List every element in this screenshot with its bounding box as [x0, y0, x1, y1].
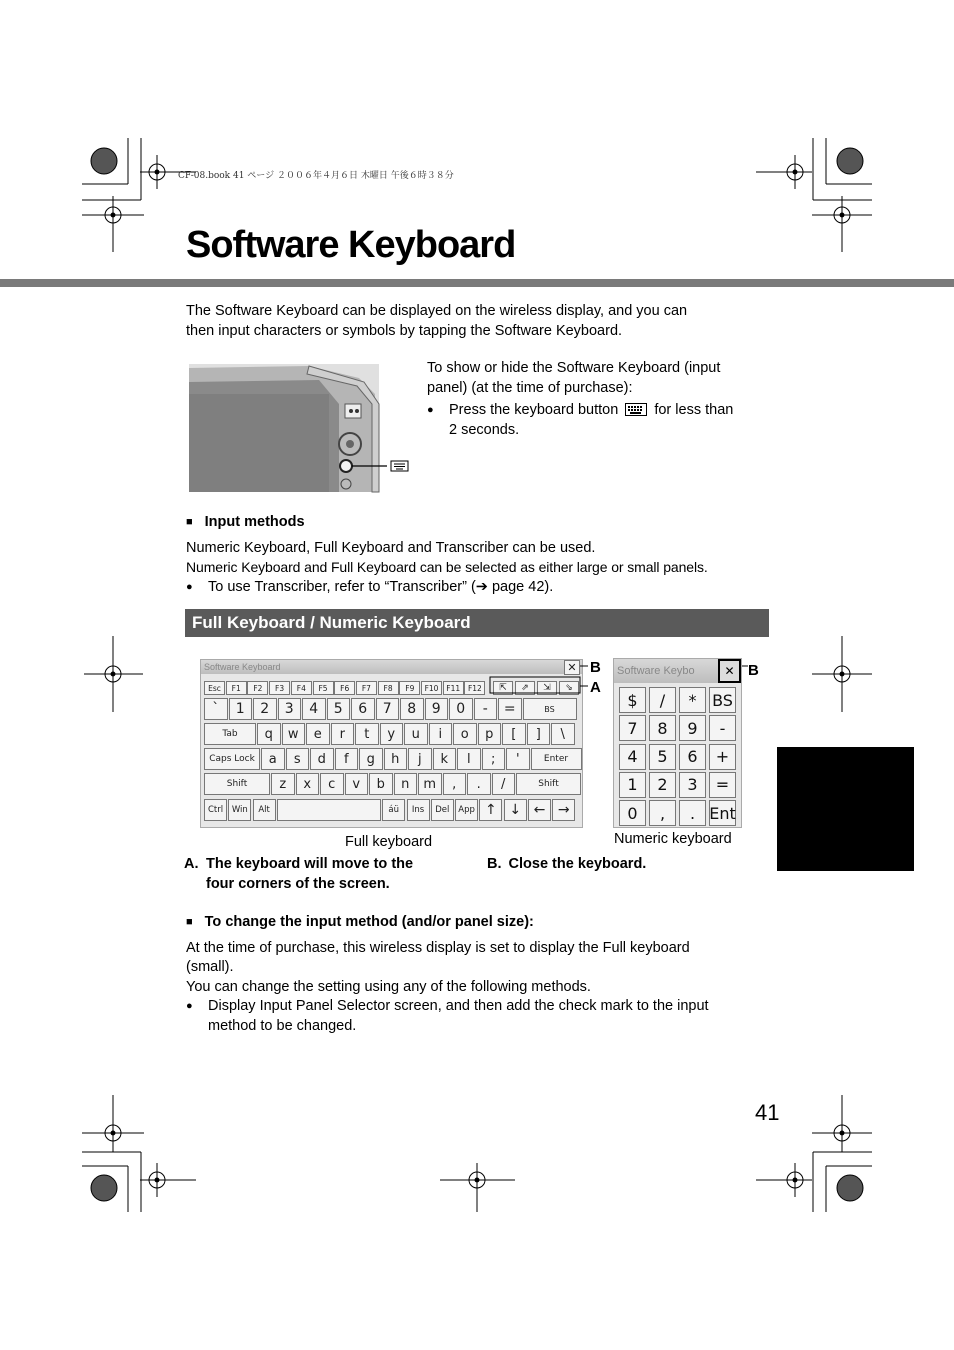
show-hide-bullet: ● Press the keyboard button for less than 2 seconds.: [427, 401, 777, 440]
key[interactable]: Ins: [407, 799, 430, 821]
change-method-heading: ■ To change the input method (and/or panel size):: [186, 913, 786, 934]
full-keyboard-caption: Full keyboard: [345, 834, 433, 850]
key[interactable]: b: [369, 773, 393, 795]
key[interactable]: Caps Lock: [204, 748, 260, 770]
key[interactable]: F2: [247, 681, 268, 695]
key[interactable]: 2: [253, 698, 277, 720]
key[interactable]: y: [380, 723, 404, 745]
key[interactable]: Tab: [204, 723, 256, 745]
key[interactable]: Ctrl: [204, 799, 227, 821]
key[interactable]: Esc: [204, 681, 225, 695]
key[interactable]: m: [418, 773, 442, 795]
key[interactable]: n: [394, 773, 418, 795]
key[interactable]: 8: [400, 698, 424, 720]
key[interactable]: o: [453, 723, 477, 745]
numeric-keyboard-close-button[interactable]: ✕: [718, 659, 741, 683]
key[interactable]: Shift: [204, 773, 270, 795]
numeric-key[interactable]: -: [709, 715, 736, 741]
key[interactable]: 6: [351, 698, 375, 720]
key[interactable]: d: [310, 748, 334, 770]
key[interactable]: F1: [226, 681, 247, 695]
key[interactable]: u: [404, 723, 428, 745]
change-method: ■ To change the input method (and/or panel size): At the time of purchase, this wireless display is set to display the Full keyboard (small). You can change the setting using any of the following methods. ● Display Input Panel Selector screen, and then add the check mark to the input method to be changed.: [186, 913, 786, 1036]
key[interactable]: 1: [229, 698, 253, 720]
numeric-keyboard-caption: Numeric keyboard: [614, 831, 732, 847]
numeric-key[interactable]: 3: [679, 772, 706, 798]
key[interactable]: -: [474, 698, 498, 720]
key[interactable]: e: [306, 723, 330, 745]
label-b-numeric: B: [748, 662, 759, 679]
key[interactable]: q: [257, 723, 281, 745]
numeric-key[interactable]: /: [649, 687, 676, 713]
key[interactable]: F7: [356, 681, 377, 695]
numeric-key[interactable]: +: [709, 744, 736, 770]
key[interactable]: 7: [376, 698, 400, 720]
key[interactable]: [: [502, 723, 526, 745]
key[interactable]: F6: [334, 681, 355, 695]
label-a: A: [590, 679, 601, 696]
key[interactable]: i: [429, 723, 453, 745]
page-title: Software Keyboard: [186, 224, 516, 266]
key[interactable]: Alt: [253, 799, 276, 821]
key[interactable]: ,: [443, 773, 467, 795]
key[interactable]: .: [467, 773, 491, 795]
key[interactable]: Enter: [531, 748, 582, 770]
numeric-key[interactable]: ,: [649, 800, 676, 826]
key[interactable]: `: [204, 698, 228, 720]
device-photo: [189, 364, 415, 494]
key[interactable]: 3: [278, 698, 302, 720]
key[interactable]: ←: [528, 799, 551, 821]
key[interactable]: Win: [228, 799, 251, 821]
numeric-key[interactable]: 0: [619, 800, 646, 826]
key[interactable]: ⇲: [537, 681, 557, 695]
callout-lines: [480, 655, 760, 700]
key[interactable]: k: [433, 748, 457, 770]
key[interactable]: h: [384, 748, 408, 770]
key[interactable]: 0: [449, 698, 473, 720]
numeric-key[interactable]: 8: [649, 715, 676, 741]
print-header: CF-08.book 41 ページ ２００６年４月６日 木曜日 午後６時３８分: [178, 171, 454, 181]
key[interactable]: r: [331, 723, 355, 745]
key[interactable]: a: [261, 748, 285, 770]
key[interactable]: F8: [378, 681, 399, 695]
note-b: B. Close the keyboard.: [487, 856, 647, 872]
section-heading: Full Keyboard / Numeric Keyboard: [185, 609, 769, 637]
intro-text: The Software Keyboard can be displayed on the wireless display, and you can then input characters or symbols by tapping the Software Keyboard.: [186, 303, 688, 339]
key[interactable]: →: [552, 799, 575, 821]
note-a: A. The keyboard will move to the four corners of the screen.: [184, 856, 414, 892]
numeric-key[interactable]: =: [709, 772, 736, 798]
keyboard-icon: [625, 403, 647, 416]
numeric-keyboard-title: Software Keybo: [614, 659, 741, 683]
key[interactable]: 5: [327, 698, 351, 720]
show-hide-text: To show or hide the Software Keyboard (input panel) (at the time of purchase): ● Press the keyboard button for less than 2 seconds.: [427, 359, 777, 440]
key[interactable]: l: [457, 748, 481, 770]
key[interactable]: g: [359, 748, 383, 770]
key[interactable]: s: [286, 748, 310, 770]
numeric-key[interactable]: 2: [649, 772, 676, 798]
key[interactable]: =: [498, 698, 522, 720]
key[interactable]: F4: [291, 681, 312, 695]
numeric-key[interactable]: *: [679, 687, 706, 713]
numeric-key[interactable]: 4: [619, 744, 646, 770]
key[interactable]: ;: [482, 748, 506, 770]
key[interactable]: F11: [443, 681, 464, 695]
numeric-key[interactable]: Ent: [709, 800, 736, 826]
key[interactable]: F9: [399, 681, 420, 695]
key[interactable]: j: [408, 748, 432, 770]
key[interactable]: F3: [269, 681, 290, 695]
input-methods: ■ Input methods Numeric Keyboard, Full Keyboard and Transcriber can be used. Numeric Keyboard and Full Keyboard can be selected as either large or small panels. ● To use Transcriber, refer to “Transcriber” (➔ page 42).: [186, 513, 786, 597]
key[interactable]: ↑: [479, 799, 502, 821]
key[interactable]: v: [345, 773, 369, 795]
key[interactable]: x: [296, 773, 320, 795]
title-rule: [0, 279, 954, 287]
numeric-key[interactable]: 1: [619, 772, 646, 798]
key[interactable]: F10: [421, 681, 442, 695]
key[interactable]: F5: [313, 681, 334, 695]
page-number: 41: [755, 1100, 780, 1125]
key[interactable]: w: [282, 723, 306, 745]
label-b-full: B: [590, 659, 601, 676]
key[interactable]: f: [335, 748, 359, 770]
key[interactable]: ⇗: [515, 681, 535, 695]
numeric-key[interactable]: .: [679, 800, 706, 826]
key[interactable]: BS: [523, 698, 577, 720]
numeric-key[interactable]: 7: [619, 715, 646, 741]
key[interactable]: ⇘: [559, 681, 579, 695]
key[interactable]: F12: [464, 681, 485, 695]
key[interactable]: ': [506, 748, 530, 770]
key[interactable]: c: [320, 773, 344, 795]
chapter-tab: [777, 747, 914, 871]
key[interactable]: p: [478, 723, 502, 745]
key[interactable]: 4: [302, 698, 326, 720]
key[interactable]: t: [355, 723, 379, 745]
key[interactable]: ]: [527, 723, 551, 745]
numeric-key[interactable]: 5: [649, 744, 676, 770]
key[interactable]: ⇱: [493, 681, 513, 695]
key[interactable]: 9: [425, 698, 449, 720]
key[interactable]: z: [271, 773, 295, 795]
key[interactable]: Del: [431, 799, 454, 821]
numeric-key[interactable]: 9: [679, 715, 706, 741]
key[interactable]: /: [492, 773, 516, 795]
numeric-key[interactable]: $: [619, 687, 646, 713]
full-keyboard-title: Software Keyboard: [201, 660, 582, 674]
numeric-key[interactable]: BS: [709, 687, 736, 713]
key[interactable]: ↓: [504, 799, 527, 821]
key[interactable]: App: [455, 799, 478, 821]
key[interactable]: [277, 799, 381, 821]
numeric-key[interactable]: 6: [679, 744, 706, 770]
key[interactable]: \: [551, 723, 575, 745]
input-methods-heading: ■ Input methods: [186, 513, 786, 534]
full-keyboard-close-button[interactable]: ✕: [564, 660, 580, 675]
key[interactable]: Shift: [516, 773, 581, 795]
key[interactable]: áü: [382, 799, 405, 821]
